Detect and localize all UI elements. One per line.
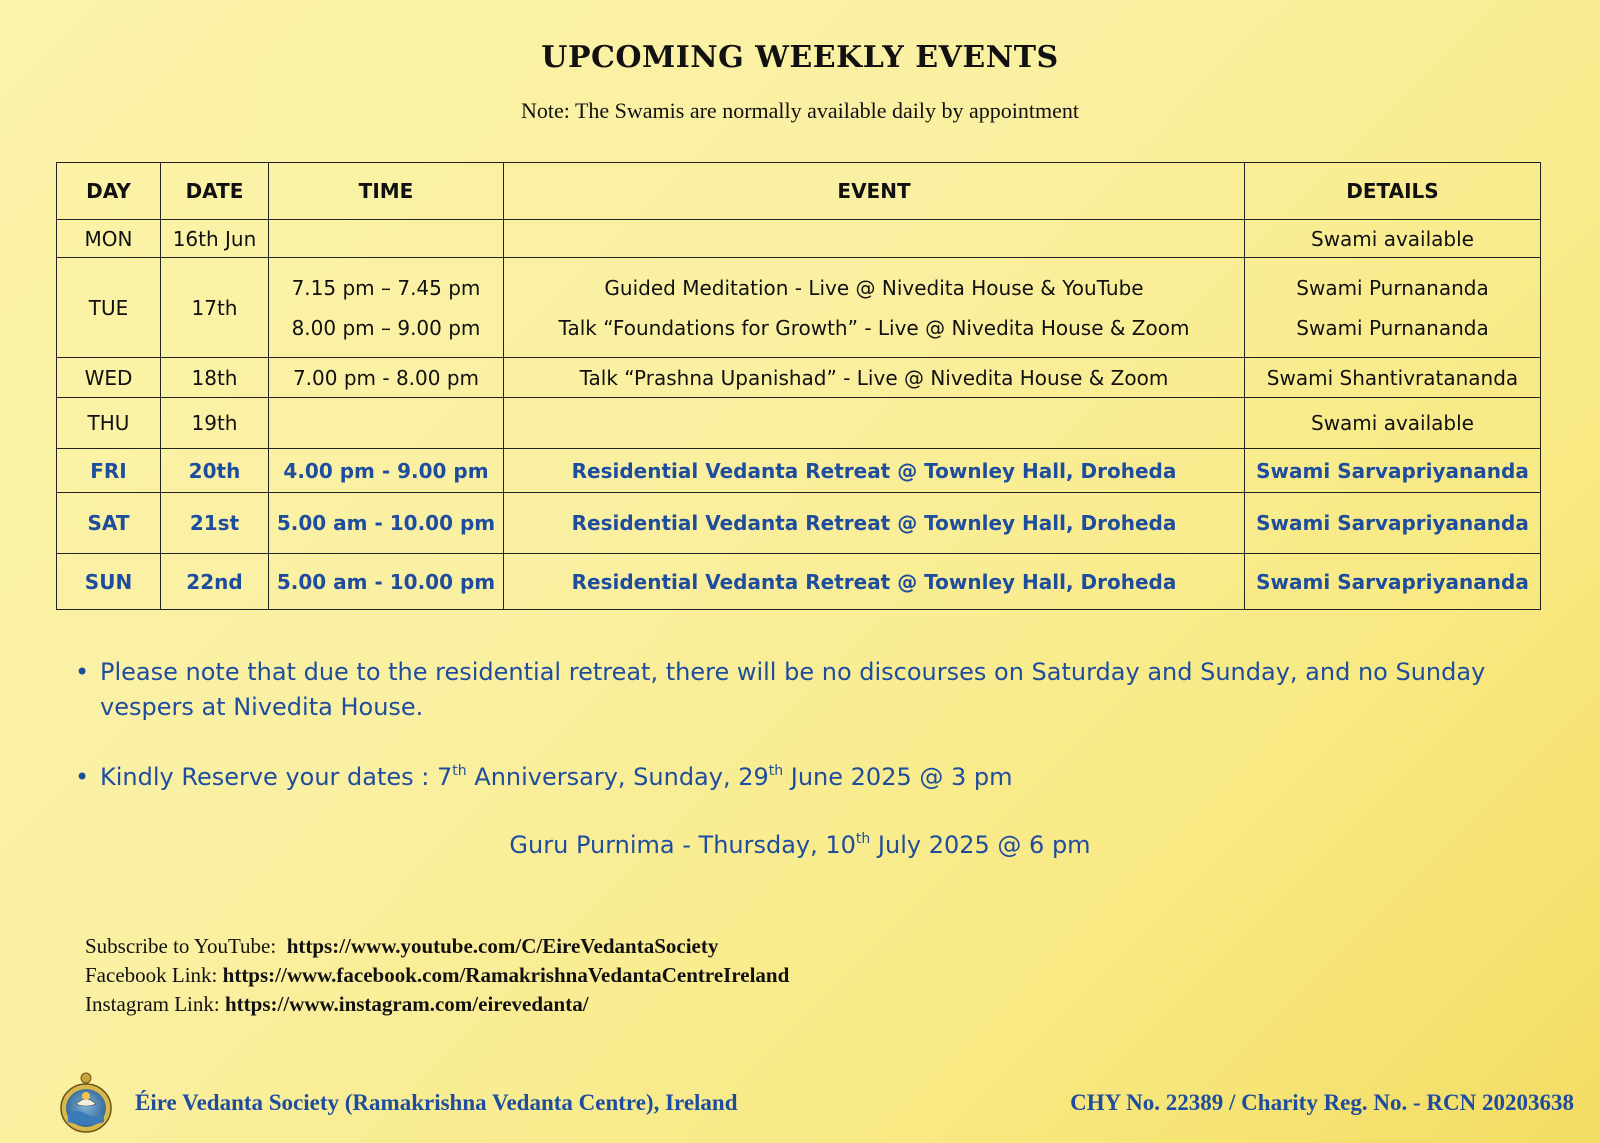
row-date: 16th Jun: [161, 220, 269, 258]
row-details: Swami available: [1245, 220, 1541, 258]
table-row: [57, 554, 1541, 610]
row-details: Swami Shantivratananda: [1245, 358, 1541, 398]
row-day: MON: [57, 220, 161, 258]
bullet-text: Please note that due to the residential retreat, there will be no discourses on Saturday and Sunday, and no Sunday vespers at Nivedita House.: [100, 658, 1486, 721]
row-date: 18th: [161, 358, 269, 398]
row-date: 20th: [161, 449, 269, 493]
row-event: Residential Vedanta Retreat @ Townley Hall, Droheda: [504, 554, 1245, 610]
facebook-label: Facebook Link:: [85, 963, 218, 987]
bullet-dot-icon: •: [75, 763, 90, 791]
youtube-link-line: [85, 932, 789, 961]
row-time: [269, 258, 504, 358]
facebook-link[interactable]: https://www.facebook.com/RamakrishnaVedantaCentreIreland: [222, 963, 790, 987]
row-event: Residential Vedanta Retreat @ Townley Hall, Droheda: [504, 449, 1245, 493]
table-header-row: [57, 163, 1541, 220]
youtube-link[interactable]: https://www.youtube.com/C/EireVedantaSociety: [286, 934, 719, 958]
row-event: [504, 220, 1245, 258]
table-row: [57, 398, 1541, 449]
row-date: 21st: [161, 493, 269, 554]
ordinal-suffix: th: [452, 763, 467, 779]
row-event-line: Talk “Foundations for Growth” - Live @ Nivedita House & Zoom: [558, 315, 1190, 340]
row-details-line: Swami Purnananda: [1296, 315, 1489, 340]
row-time-line: 8.00 pm – 9.00 pm: [291, 315, 481, 340]
facebook-link-line: [85, 961, 789, 990]
row-details: Swami Sarvapriyananda: [1245, 493, 1541, 554]
social-links: [85, 932, 789, 1019]
row-event: Talk “Prashna Upanishad” - Live @ Nivedita House & Zoom: [504, 358, 1245, 398]
row-event: [504, 398, 1245, 449]
ordinal-suffix: th: [855, 831, 871, 847]
row-time: 7.00 pm - 8.00 pm: [269, 358, 504, 398]
row-time: [269, 398, 504, 449]
row-date: 22nd: [161, 554, 269, 610]
organization-name: Éire Vedanta Society (Ramakrishna Vedanta Centre), Ireland: [135, 1090, 738, 1115]
row-details: [1245, 258, 1541, 358]
row-day: TUE: [57, 258, 161, 358]
ordinal-suffix: th: [768, 763, 784, 779]
reserve-middle: Anniversary, Sunday, 29: [466, 763, 769, 791]
instagram-link-line: [85, 990, 789, 1019]
table-row: [57, 493, 1541, 554]
ramakrishna-emblem-icon: [58, 1070, 114, 1134]
row-details: Swami available: [1245, 398, 1541, 449]
bullet-reserve-dates: [75, 760, 1570, 795]
row-day: WED: [57, 358, 161, 398]
table-row: [57, 258, 1541, 358]
header-time: TIME: [269, 163, 504, 220]
row-date: 19th: [161, 398, 269, 449]
row-event: Residential Vedanta Retreat @ Townley Hall, Droheda: [504, 493, 1245, 554]
row-details-line: Swami Purnananda: [1296, 275, 1489, 300]
row-day: FRI: [57, 449, 161, 493]
row-time: 5.00 am - 10.00 pm: [269, 554, 504, 610]
table-row: [57, 449, 1541, 493]
events-table: [56, 162, 1541, 610]
page-title: UPCOMING WEEKLY EVENTS: [541, 40, 1059, 75]
row-day: THU: [57, 398, 161, 449]
header-date: DATE: [161, 163, 269, 220]
instagram-link[interactable]: https://www.instagram.com/eirevedanta/: [224, 992, 589, 1016]
row-time-line: 7.15 pm – 7.45 pm: [291, 275, 481, 300]
header-details: DETAILS: [1245, 163, 1541, 220]
youtube-label: Subscribe to YouTube:: [85, 934, 277, 958]
row-day: SAT: [57, 493, 161, 554]
bullet-dot-icon: •: [75, 658, 90, 686]
row-details: Swami Sarvapriyananda: [1245, 554, 1541, 610]
guru-prefix: Guru Purnima - Thursday, 10: [509, 831, 856, 859]
header-day: DAY: [57, 163, 161, 220]
row-event: [504, 258, 1245, 358]
guru-purnima-line: [75, 828, 1545, 863]
row-time: [269, 220, 504, 258]
row-details: Swami Sarvapriyananda: [1245, 449, 1541, 493]
availability-note: Note: The Swamis are normally available daily by appointment: [520, 98, 1079, 123]
row-day: SUN: [57, 554, 161, 610]
bullet-retreat-note: [75, 655, 1570, 725]
table-row: [57, 220, 1541, 258]
instagram-label: Instagram Link:: [85, 992, 220, 1016]
reserve-suffix: June 2025 @ 3 pm: [783, 763, 1013, 791]
charity-registration: CHY No. 22389 / Charity Reg. No. - RCN 20203638: [1070, 1090, 1574, 1115]
row-date: 17th: [161, 258, 269, 358]
row-time: 4.00 pm - 9.00 pm: [269, 449, 504, 493]
guru-suffix: July 2025 @ 6 pm: [870, 831, 1091, 859]
row-event-line: Guided Meditation - Live @ Nivedita House & YouTube: [604, 275, 1144, 300]
reserve-prefix: Kindly Reserve your dates : 7: [100, 763, 453, 791]
header-event: EVENT: [504, 163, 1245, 220]
row-time: 5.00 am - 10.00 pm: [269, 493, 504, 554]
table-row: [57, 358, 1541, 398]
